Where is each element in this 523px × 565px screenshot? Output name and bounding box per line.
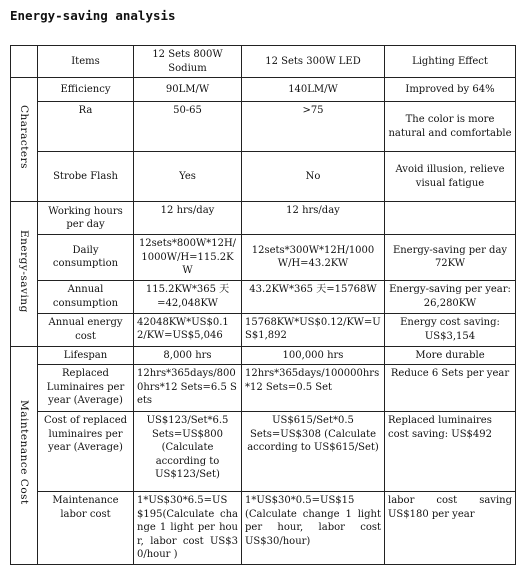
row-item: Annual consumption: [38, 280, 134, 313]
row-sodium: Yes: [134, 152, 242, 202]
row-sodium: 8,000 hrs: [134, 346, 242, 365]
row-led: 43.2KW*365 天=15768W: [242, 280, 385, 313]
row-effect: Replaced luminaires cost saving: US$492: [385, 412, 516, 492]
row-sodium: 12hrs*365days/8000hrs*12 Sets=6.5 Sets: [134, 365, 242, 412]
group-energy-saving: [11, 202, 38, 347]
row-led: 15768KW*US$0.12/KW=US$1,892: [242, 313, 385, 346]
row-effect: Improved by 64%: [385, 78, 516, 102]
row-effect: Energy-saving per year: 26,280KW: [385, 280, 516, 313]
table-row: [11, 412, 516, 492]
row-effect: Reduce 6 Sets per year: [385, 365, 516, 412]
table-row: [11, 102, 516, 152]
row-effect: More durable: [385, 346, 516, 365]
table-row: [11, 280, 516, 313]
table-row: [11, 152, 516, 202]
table-row: [11, 346, 516, 365]
row-led: 12hrs*365days/100000hrs*12 Sets=0.5 Set: [242, 365, 385, 412]
header-sodium: 12 Sets 800W Sodium: [134, 46, 242, 78]
row-sodium: 12sets*800W*12H/1000W/H=115.2KW: [134, 235, 242, 281]
row-led: No: [242, 152, 385, 202]
header-led: 12 Sets 300W LED: [242, 46, 385, 78]
row-led: 140LM/W: [242, 78, 385, 102]
row-led: >75: [242, 102, 385, 152]
row-sodium: 50-65: [134, 102, 242, 152]
table-header-row: [11, 46, 516, 78]
table-row: [11, 313, 516, 346]
row-sodium: 1*US$30*6.5=US$195(Calculate change 1 light per hour, labor cost US$30/hour ): [134, 492, 242, 565]
row-item: Replaced Luminaires per year (Average): [38, 365, 134, 412]
group-maintenance-cost: [11, 346, 38, 564]
row-effect: Energy cost saving: US$3,154: [385, 313, 516, 346]
row-item: Efficiency: [38, 78, 134, 102]
group-label: Maintenance Cost: [18, 400, 31, 506]
table-row: [11, 235, 516, 281]
group-label: Energy-saving: [18, 230, 31, 313]
row-led: 100,000 hrs: [242, 346, 385, 365]
row-item: Working hours per day: [38, 202, 134, 235]
row-effect: Energy-saving per day 72KW: [385, 235, 516, 281]
table-row: [11, 492, 516, 565]
row-led: 12sets*300W*12H/1000W/H=43.2KW: [242, 235, 385, 281]
row-item: Daily consumption: [38, 235, 134, 281]
header-blank-cell: [11, 46, 38, 78]
row-item: Maintenance labor cost: [38, 492, 134, 565]
header-items: Items: [38, 46, 134, 78]
page-title: Energy-saving analysis: [10, 8, 176, 23]
row-effect: The color is more natural and comfortable: [385, 102, 516, 152]
row-led: 1*US$30*0.5=US$15 (Calculate change 1 light per hour, labor cost US$30/hour): [242, 492, 385, 565]
table-row: [11, 78, 516, 102]
row-item: Annual energy cost: [38, 313, 134, 346]
row-item: Ra: [38, 102, 134, 152]
row-item: Lifespan: [38, 346, 134, 365]
table-row: [11, 202, 516, 235]
row-sodium: 115.2KW*365 天 =42,048KW: [134, 280, 242, 313]
row-effect: [385, 202, 516, 235]
header-lighting-effect: Lighting Effect: [385, 46, 516, 78]
row-effect: labor cost saving US$180 per year: [385, 492, 516, 565]
row-item: Strobe Flash: [38, 152, 134, 202]
energy-analysis-table: [10, 45, 516, 565]
row-sodium: 90LM/W: [134, 78, 242, 102]
row-led: 12 hrs/day: [242, 202, 385, 235]
row-item: Cost of replaced luminaires per year (Average): [38, 412, 134, 492]
group-characters: [11, 78, 38, 202]
group-label: Characters: [18, 105, 31, 170]
table-row: [11, 365, 516, 412]
row-sodium: 12 hrs/day: [134, 202, 242, 235]
row-led: US$615/Set*0.5 Sets=US$308 (Calculate according to US$615/Set): [242, 412, 385, 492]
row-sodium: US$123/Set*6.5 Sets=US$800 (Calculate according to US$123/Set): [134, 412, 242, 492]
row-effect: Avoid illusion, relieve visual fatigue: [385, 152, 516, 202]
row-sodium: 42048KW*US$0.12/KW=US$5,046: [134, 313, 242, 346]
